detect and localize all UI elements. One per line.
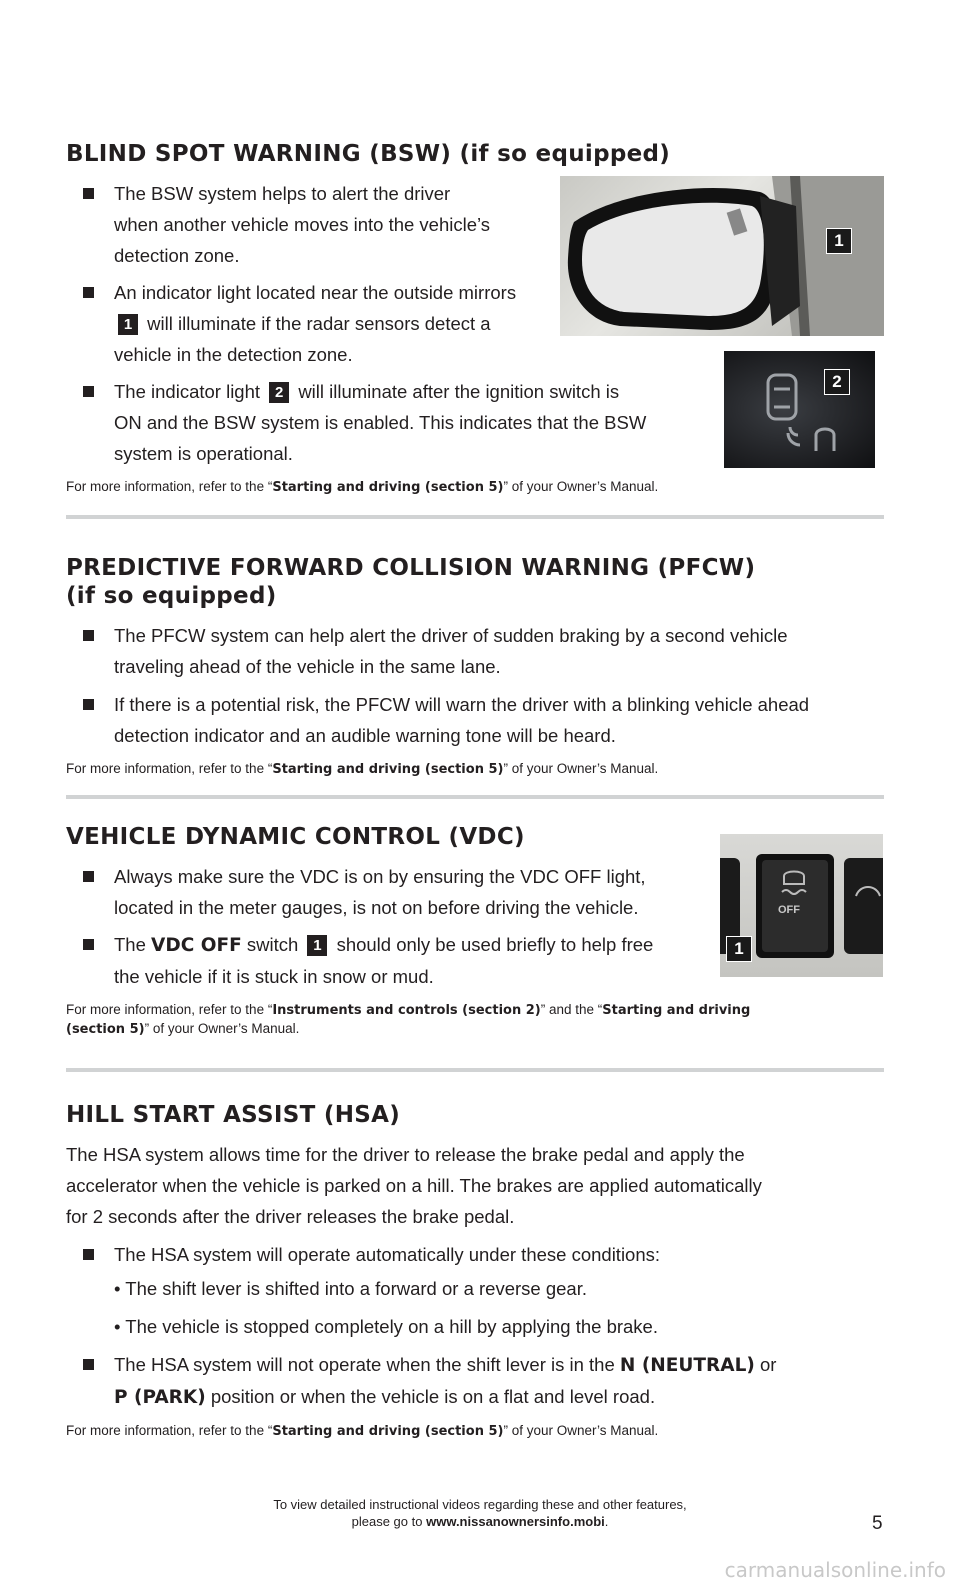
- pfcw-section: [66, 554, 886, 779]
- hsa-paragraph: The HSA system allows time for the driver to release the brake pedal and apply the accelerator when the vehicle is parked on a hill. The brakes are applied automatically for 2 seconds after the driver releases the brake pedal.: [66, 1144, 762, 1227]
- bsw-reference: For more information, refer to the “Starting and driving (section 5)” of your Owner’s Manual.: [66, 479, 659, 495]
- footer-note: To view detailed instructional videos regarding these and other features, please go to www.nissanownersinfo.mobi.: [273, 1497, 687, 1529]
- callout-1: 1: [826, 228, 852, 254]
- vdc-title: VEHICLE DYNAMIC CONTROL (VDC): [66, 824, 525, 850]
- mirror-illustration: [560, 176, 884, 336]
- page-number: 5: [872, 1513, 883, 1534]
- hsa-reference: For more information, refer to the “Starting and driving (section 5)” of your Owner’s Manual.: [66, 1423, 659, 1439]
- pfcw-bullet-2: If there is a potential risk, the PFCW will warn the driver with a blinking vehicle ahead detection indicator and an audible warning tone will be heard.: [66, 689, 886, 751]
- section-divider: [66, 795, 884, 799]
- callout-1: 1: [726, 936, 752, 962]
- pfcw-bullet-1: The PFCW system can help alert the driver of sudden braking by a second vehicle traveling ahead of the vehicle in the same lane.: [66, 620, 886, 682]
- watermark: carmanualsonline.info: [724, 1558, 946, 1582]
- hsa-bullet-1: The HSA system will operate automatically under these conditions:: [66, 1239, 886, 1270]
- section-divider: [66, 515, 884, 519]
- website-link[interactable]: www.nissanownersinfo.mobi: [426, 1514, 605, 1529]
- side-mirror-photo: [560, 176, 884, 336]
- bsw-bullet-3: The indicator light 2 will illuminate after the ignition switch is ON and the BSW system is enabled. This indicates that the BSW system is operational.: [66, 376, 886, 469]
- bsw-bullet-2: An indicator light located near the outside mirrors 1 will illuminate if the radar sensors detect a vehicle in the detection zone.: [66, 277, 886, 370]
- hsa-bullet-2: The HSA system will not operate when the shift lever is in the N (NEUTRAL) or P (PARK) position or when the vehicle is on a flat and level road.: [66, 1349, 886, 1413]
- section-divider: [66, 1068, 884, 1072]
- bsw-bullet-1: The BSW system helps to alert the driver when another vehicle moves into the vehicle’s detection zone.: [66, 178, 886, 271]
- callout-number-badge: 1: [307, 935, 327, 956]
- hsa-sub-item: • The shift lever is shifted into a forward or a reverse gear.: [114, 1278, 587, 1299]
- hsa-sub-item: • The vehicle is stopped completely on a hill by applying the brake.: [114, 1316, 658, 1337]
- callout-number-badge: 2: [269, 382, 289, 403]
- hsa-title: HILL START ASSIST (HSA): [66, 1102, 401, 1128]
- callout-number-badge: 1: [118, 314, 138, 335]
- vdc-bullet-2: The VDC OFF switch 1 should only be used briefly to help free the vehicle if it is stuck in snow or mud.: [66, 929, 886, 992]
- hsa-section: [66, 1101, 886, 1441]
- bsw-title: BLIND SPOT WARNING (BSW) (if so equipped): [66, 141, 671, 167]
- pfcw-title: PREDICTIVE FORWARD COLLISION WARNING (PFCW) (if so equipped): [66, 555, 756, 609]
- vdc-switch-photo: [720, 834, 883, 977]
- pfcw-reference: For more information, refer to the “Starting and driving (section 5)” of your Owner’s Manual.: [66, 761, 659, 777]
- vdc-off-label: OFF: [778, 904, 800, 916]
- bsw-indicator-icon: [724, 351, 875, 468]
- callout-2: 2: [824, 369, 850, 395]
- bsw-indicator-photo: [724, 351, 875, 468]
- vdc-reference: For more information, refer to the “Instruments and controls (section 2)” and the “Starting and driving (section 5)” of your Owner’s Manual.: [66, 1002, 751, 1037]
- vdc-bullet-1: Always make sure the VDC is on by ensuring the VDC OFF light, located in the meter gauges, is not on before driving the vehicle.: [66, 861, 886, 923]
